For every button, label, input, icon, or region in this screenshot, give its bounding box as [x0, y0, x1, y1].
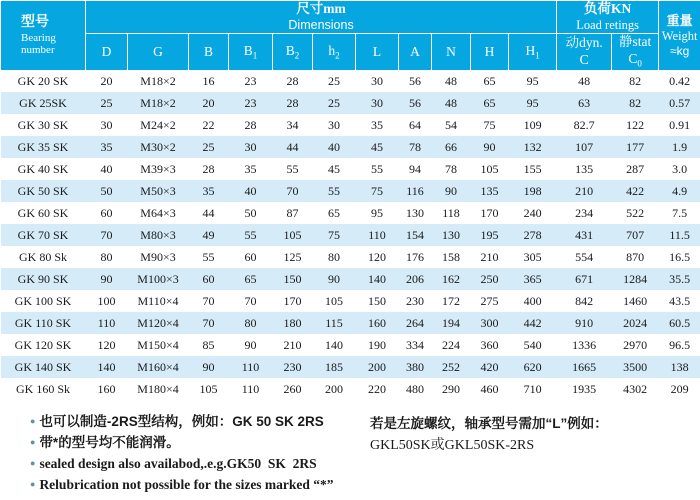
bearing-number-cell: GK 40 SK	[17, 161, 69, 176]
value-cell: 170	[283, 293, 302, 308]
table-row	[1, 290, 700, 312]
value-cell: M90×3	[140, 249, 176, 264]
value-cell: 252	[442, 359, 460, 374]
value-cell: 65	[328, 205, 340, 220]
bearing-number-cell: GK 35 SK	[17, 139, 69, 154]
value-cell: 90	[244, 337, 257, 352]
value-cell: 45	[371, 139, 383, 154]
value-cell: 100	[97, 293, 116, 308]
value-cell: 250	[480, 271, 499, 286]
value-cell: 522	[626, 205, 645, 220]
value-cell: 50	[100, 183, 113, 198]
value-cell: 1460	[623, 293, 648, 308]
value-cell: 70	[286, 183, 299, 198]
column-header-h1: $H_1$	[509, 34, 557, 71]
value-cell: 210	[575, 183, 594, 198]
bearing-number-cell: GK 140 SK	[14, 359, 72, 374]
table-row	[1, 246, 700, 268]
value-cell: M180×4	[137, 381, 179, 396]
bearing-number-cell: GK 60 SK	[17, 205, 69, 220]
model-header-en-line2: number	[21, 44, 55, 57]
value-cell: 671	[575, 271, 594, 286]
value-cell: 460	[480, 381, 499, 396]
value-cell: 55	[202, 249, 215, 264]
value-cell: 90	[445, 183, 457, 198]
value-cell: 22	[202, 117, 215, 132]
table-row	[1, 268, 700, 290]
value-cell: 66	[445, 139, 457, 154]
value-cell: 200	[325, 381, 343, 396]
value-cell: 431	[575, 227, 594, 242]
value-cell: 48	[445, 74, 457, 89]
value-cell: 16.5	[669, 249, 691, 264]
value-cell: 56	[409, 95, 421, 110]
value-cell: 90	[483, 139, 496, 154]
value-cell: 30	[328, 117, 340, 132]
value-cell: 95	[526, 95, 539, 110]
value-cell: 30	[371, 74, 383, 89]
column-group-load-ratings	[557, 1, 659, 34]
value-cell: 177	[626, 139, 645, 154]
value-cell: 48	[445, 95, 457, 110]
value-cell: 1935	[572, 381, 597, 396]
value-cell: 30	[100, 117, 113, 132]
column-group-dimensions	[86, 1, 557, 34]
value-cell: 870	[626, 249, 645, 264]
value-cell: 78	[409, 139, 421, 154]
table-row	[1, 312, 700, 334]
value-cell: 20	[202, 95, 215, 110]
value-cell: 422	[626, 183, 645, 198]
value-cell: 0.42	[669, 74, 691, 89]
table-body	[1, 70, 700, 400]
value-cell: 150	[283, 271, 302, 286]
value-cell: 3500	[623, 359, 648, 374]
table-row	[1, 378, 700, 400]
value-cell: 64	[409, 117, 421, 132]
note-line	[30, 433, 370, 454]
table-row	[1, 356, 700, 378]
value-cell: 200	[368, 359, 386, 374]
table-row	[1, 224, 700, 246]
value-cell: 140	[97, 359, 116, 374]
value-cell: 287	[626, 161, 645, 176]
load-group-en: Load retings	[576, 17, 640, 32]
value-cell: 4.9	[672, 183, 688, 198]
value-cell: 95	[371, 205, 383, 220]
value-cell: 75	[483, 117, 496, 132]
value-cell: 80	[100, 249, 113, 264]
value-cell: 95	[526, 74, 539, 89]
table-row	[1, 114, 700, 136]
value-cell: 420	[480, 359, 499, 374]
value-cell: 120	[368, 249, 386, 264]
value-cell: 278	[523, 227, 542, 242]
bullet-icon: ●	[30, 437, 36, 448]
value-cell: 1.9	[672, 139, 688, 154]
value-cell: 365	[523, 271, 542, 286]
value-cell: 264	[406, 315, 424, 330]
bearing-number-cell: GK 160 Sk	[15, 381, 70, 396]
value-cell: 135	[480, 183, 499, 198]
value-cell: 480	[406, 381, 424, 396]
value-cell: 35	[371, 117, 383, 132]
value-cell: 3.0	[672, 161, 688, 176]
value-cell: M150×4	[137, 337, 179, 352]
value-cell: 70	[244, 293, 257, 308]
value-cell: 230	[283, 359, 302, 374]
value-cell: 96.5	[669, 337, 691, 352]
value-cell: 707	[626, 227, 645, 242]
value-cell: 7.5	[672, 205, 688, 220]
value-cell: 185	[325, 359, 343, 374]
value-cell: 194	[442, 315, 460, 330]
value-cell: 150	[368, 293, 386, 308]
value-cell: M64×3	[140, 205, 176, 220]
value-cell: 54	[445, 117, 457, 132]
value-cell: M120×4	[137, 315, 179, 330]
value-cell: 105	[325, 293, 343, 308]
value-cell: 35	[202, 183, 215, 198]
value-cell: 65	[244, 271, 257, 286]
value-cell: 65	[483, 95, 496, 110]
bearing-number-cell: GK 90 SK	[17, 271, 69, 286]
value-cell: 554	[575, 249, 594, 264]
value-cell: 25	[328, 95, 340, 110]
value-cell: 2024	[623, 315, 648, 330]
bearing-number-cell: GK 110 SK	[14, 315, 72, 330]
table-row	[1, 136, 700, 158]
value-cell: 60	[202, 271, 215, 286]
value-cell: 210	[480, 249, 499, 264]
value-cell: 90	[100, 271, 113, 286]
value-cell: 30	[371, 95, 383, 110]
value-cell: 842	[575, 293, 594, 308]
value-cell: 110	[368, 227, 386, 242]
value-cell: 45	[328, 161, 340, 176]
value-cell: 210	[283, 337, 302, 352]
value-cell: 110	[241, 381, 260, 396]
value-cell: 176	[406, 249, 424, 264]
note-text: 也可以制造-2RS型结构，例如：GK 50 SK 2RS	[39, 414, 324, 430]
value-cell: 25	[328, 74, 340, 89]
value-cell: 132	[523, 139, 542, 154]
table-row	[1, 334, 700, 356]
value-cell: 195	[480, 227, 499, 242]
value-cell: 55	[371, 161, 383, 176]
value-cell: 80	[328, 249, 340, 264]
value-cell: M80×3	[140, 227, 176, 242]
value-cell: 85	[202, 337, 215, 352]
value-cell: 230	[406, 293, 424, 308]
value-cell: 130	[442, 227, 460, 242]
bearing-number-cell: GK 80 Sk	[18, 249, 67, 264]
value-cell: M18×2	[140, 74, 176, 89]
value-cell: 224	[442, 337, 460, 352]
value-cell: 28	[244, 117, 257, 132]
value-cell: 90	[328, 271, 340, 286]
value-cell: 240	[523, 205, 542, 220]
value-cell: 140	[325, 337, 343, 352]
value-cell: 20	[100, 74, 113, 89]
value-cell: 442	[523, 315, 542, 330]
value-cell: 75	[328, 227, 340, 242]
value-cell: 70	[202, 293, 215, 308]
value-cell: 1336	[572, 337, 597, 352]
value-cell: 115	[325, 315, 343, 330]
column-header-h: H	[471, 34, 509, 71]
value-cell: 60	[100, 205, 113, 220]
value-cell: 35	[100, 139, 113, 154]
value-cell: 40	[244, 183, 257, 198]
value-cell: 2970	[623, 337, 648, 352]
value-cell: 40	[100, 161, 113, 176]
value-cell: 23	[244, 95, 257, 110]
column-header-h2: $h_2$	[313, 34, 356, 71]
value-cell: 0.57	[669, 95, 691, 110]
value-cell: 180	[283, 315, 302, 330]
value-cell: 87	[286, 205, 299, 220]
header-group-row	[1, 1, 700, 34]
value-cell: 160	[368, 315, 386, 330]
value-cell: 220	[368, 381, 386, 396]
value-cell: M24×2	[140, 117, 176, 132]
load-symbol-c: C	[579, 51, 589, 67]
column-header-b: B	[189, 34, 229, 71]
footnotes-right	[370, 412, 690, 496]
note-line: GKL50SK或GKL50SK-2RS	[370, 438, 535, 454]
value-cell: 56	[409, 74, 421, 89]
value-cell: 44	[286, 139, 299, 154]
value-cell: 540	[523, 337, 542, 352]
value-cell: 65	[483, 74, 496, 89]
value-cell: 162	[442, 271, 460, 286]
value-cell: 300	[480, 315, 499, 330]
value-cell: M18×2	[140, 95, 176, 110]
value-cell: 1284	[623, 271, 648, 286]
value-cell: 70	[202, 315, 215, 330]
value-cell: 25	[202, 139, 215, 154]
value-cell: 28	[286, 74, 299, 89]
value-cell: 234	[575, 205, 594, 220]
value-cell: 105	[199, 381, 218, 396]
bearing-number-cell: GK 25SK	[19, 95, 67, 110]
table-row	[1, 92, 700, 114]
model-header-zh: 型号	[21, 15, 49, 31]
value-cell: 60.5	[669, 315, 691, 330]
value-cell: 63	[578, 95, 591, 110]
value-cell: 109	[523, 117, 542, 132]
table-row	[1, 158, 700, 180]
value-cell: 158	[442, 249, 460, 264]
value-cell: 710	[523, 381, 542, 396]
value-cell: 35.5	[669, 271, 691, 286]
value-cell: 105	[283, 227, 302, 242]
column-header-n: N	[432, 34, 471, 71]
value-cell: 154	[406, 227, 424, 242]
value-cell: 80	[244, 315, 257, 330]
value-cell: 209	[670, 381, 689, 396]
value-cell: 40	[328, 139, 340, 154]
value-cell: 82	[629, 74, 642, 89]
note-line	[30, 454, 370, 475]
value-cell: 11.5	[669, 227, 690, 242]
value-cell: 110	[241, 359, 260, 374]
bearing-number-cell: GK 30 SK	[17, 117, 69, 132]
value-cell: 1665	[572, 359, 597, 374]
value-cell: 260	[283, 381, 302, 396]
note-line	[30, 412, 370, 433]
dimensions-group-en: Dimensions	[288, 17, 354, 32]
bearing-number-cell: GK 70 SK	[17, 227, 69, 242]
load-symbol-c0: $C_0$	[628, 50, 642, 69]
value-cell: 910	[575, 315, 594, 330]
note-text: 带*的型号均不能润滑。	[39, 435, 180, 451]
column-header-b2: $B_2$	[273, 34, 313, 71]
value-cell: 135	[575, 161, 594, 176]
value-cell: 28	[286, 95, 299, 110]
value-cell: 30	[244, 139, 257, 154]
value-cell: 305	[523, 249, 542, 264]
value-cell: 16	[202, 74, 215, 89]
value-cell: 44	[202, 205, 215, 220]
value-cell: 94	[409, 161, 421, 176]
weight-header-en: Weight	[661, 29, 698, 44]
value-cell: 28	[202, 161, 215, 176]
note-line: 若是左旋螺纹，轴承型号需加“L”例如：	[370, 416, 608, 432]
value-cell: 122	[626, 117, 645, 132]
value-cell: M30×2	[140, 139, 176, 154]
column-header-bearing-number	[1, 1, 86, 71]
column-header-a: A	[399, 34, 432, 71]
value-cell: 620	[523, 359, 542, 374]
model-header-en-line1: Bearing	[21, 31, 56, 44]
weight-header-zh: 重量	[666, 13, 693, 29]
value-cell: 82.7	[573, 117, 595, 132]
value-cell: 172	[442, 293, 460, 308]
bearing-number-cell: GK 50 SK	[17, 183, 69, 198]
value-cell: 110	[97, 315, 116, 330]
column-header-weight	[659, 1, 700, 71]
value-cell: 206	[406, 271, 424, 286]
table-row	[1, 202, 700, 224]
value-cell: 25	[100, 95, 113, 110]
column-header-b1: $B_1$	[229, 34, 273, 71]
value-cell: 35	[244, 161, 257, 176]
value-cell: 380	[406, 359, 424, 374]
value-cell: 116	[406, 183, 424, 198]
value-cell: 160	[97, 381, 116, 396]
column-header-dynamic-c: 动dyn. C	[557, 34, 612, 71]
value-cell: 400	[523, 293, 542, 308]
value-cell: 105	[480, 161, 499, 176]
value-cell: M110×4	[137, 293, 179, 308]
value-cell: M100×3	[137, 271, 179, 286]
value-cell: 90	[202, 359, 215, 374]
column-header-static-c0: 静stat $C_0$	[612, 34, 659, 71]
table-row	[1, 180, 700, 202]
value-cell: 4302	[623, 381, 648, 396]
load-group-zh: 负荷KN	[584, 1, 632, 17]
value-cell: 48	[578, 74, 591, 89]
table-row	[1, 70, 700, 92]
value-cell: 23	[244, 74, 257, 89]
dimensions-group-zh: 尺寸mm	[296, 1, 346, 17]
value-cell: 50	[244, 205, 257, 220]
table-header	[1, 1, 700, 71]
value-cell: 107	[575, 139, 594, 154]
value-cell: 155	[523, 161, 542, 176]
bearing-number-cell: GK 20 SK	[17, 74, 69, 89]
value-cell: 55	[328, 183, 340, 198]
value-cell: 0.91	[669, 117, 691, 132]
value-cell: 78	[445, 161, 457, 176]
value-cell: 125	[283, 249, 302, 264]
value-cell: M50×3	[140, 183, 176, 198]
value-cell: 190	[368, 337, 386, 352]
value-cell: 290	[442, 381, 460, 396]
weight-header-unit: ≈kg	[670, 43, 690, 58]
value-cell: 55	[244, 227, 257, 242]
column-header-l: L	[356, 34, 399, 71]
value-cell: 49	[202, 227, 215, 242]
column-header-g: G	[128, 34, 189, 71]
value-cell: 140	[368, 271, 386, 286]
footnotes-left	[30, 412, 370, 496]
value-cell: 170	[480, 205, 499, 220]
value-cell: M160×4	[137, 359, 179, 374]
value-cell: 120	[97, 337, 116, 352]
column-header-d: D	[86, 34, 128, 71]
value-cell: 130	[406, 205, 424, 220]
value-cell: 55	[286, 161, 299, 176]
header-columns-row	[1, 34, 700, 71]
value-cell: 82	[629, 95, 642, 110]
note-text: sealed design also availabod,.e.g.GK50 SK 2RS	[39, 456, 317, 472]
value-cell: 334	[406, 337, 424, 352]
bullet-icon: ●	[30, 479, 36, 490]
value-cell: 34	[286, 117, 299, 132]
note-text: Relubrication not possible for the sizes marked “*”	[39, 477, 334, 493]
value-cell: 75	[371, 183, 383, 198]
value-cell: 360	[480, 337, 499, 352]
value-cell: 198	[523, 183, 542, 198]
value-cell: 138	[670, 359, 689, 374]
value-cell: 118	[442, 205, 460, 220]
bullet-icon: ●	[30, 416, 36, 427]
value-cell: 275	[480, 293, 499, 308]
note-line	[30, 475, 370, 496]
value-cell: 43.5	[669, 293, 691, 308]
bearing-number-cell: GK 100 SK	[14, 293, 72, 308]
value-cell: M39×3	[140, 161, 176, 176]
value-cell: 70	[100, 227, 113, 242]
footnotes	[0, 412, 700, 496]
bullet-icon: ●	[30, 458, 36, 469]
value-cell: 60	[244, 249, 257, 264]
bearing-number-cell: GK 120 SK	[14, 337, 72, 352]
